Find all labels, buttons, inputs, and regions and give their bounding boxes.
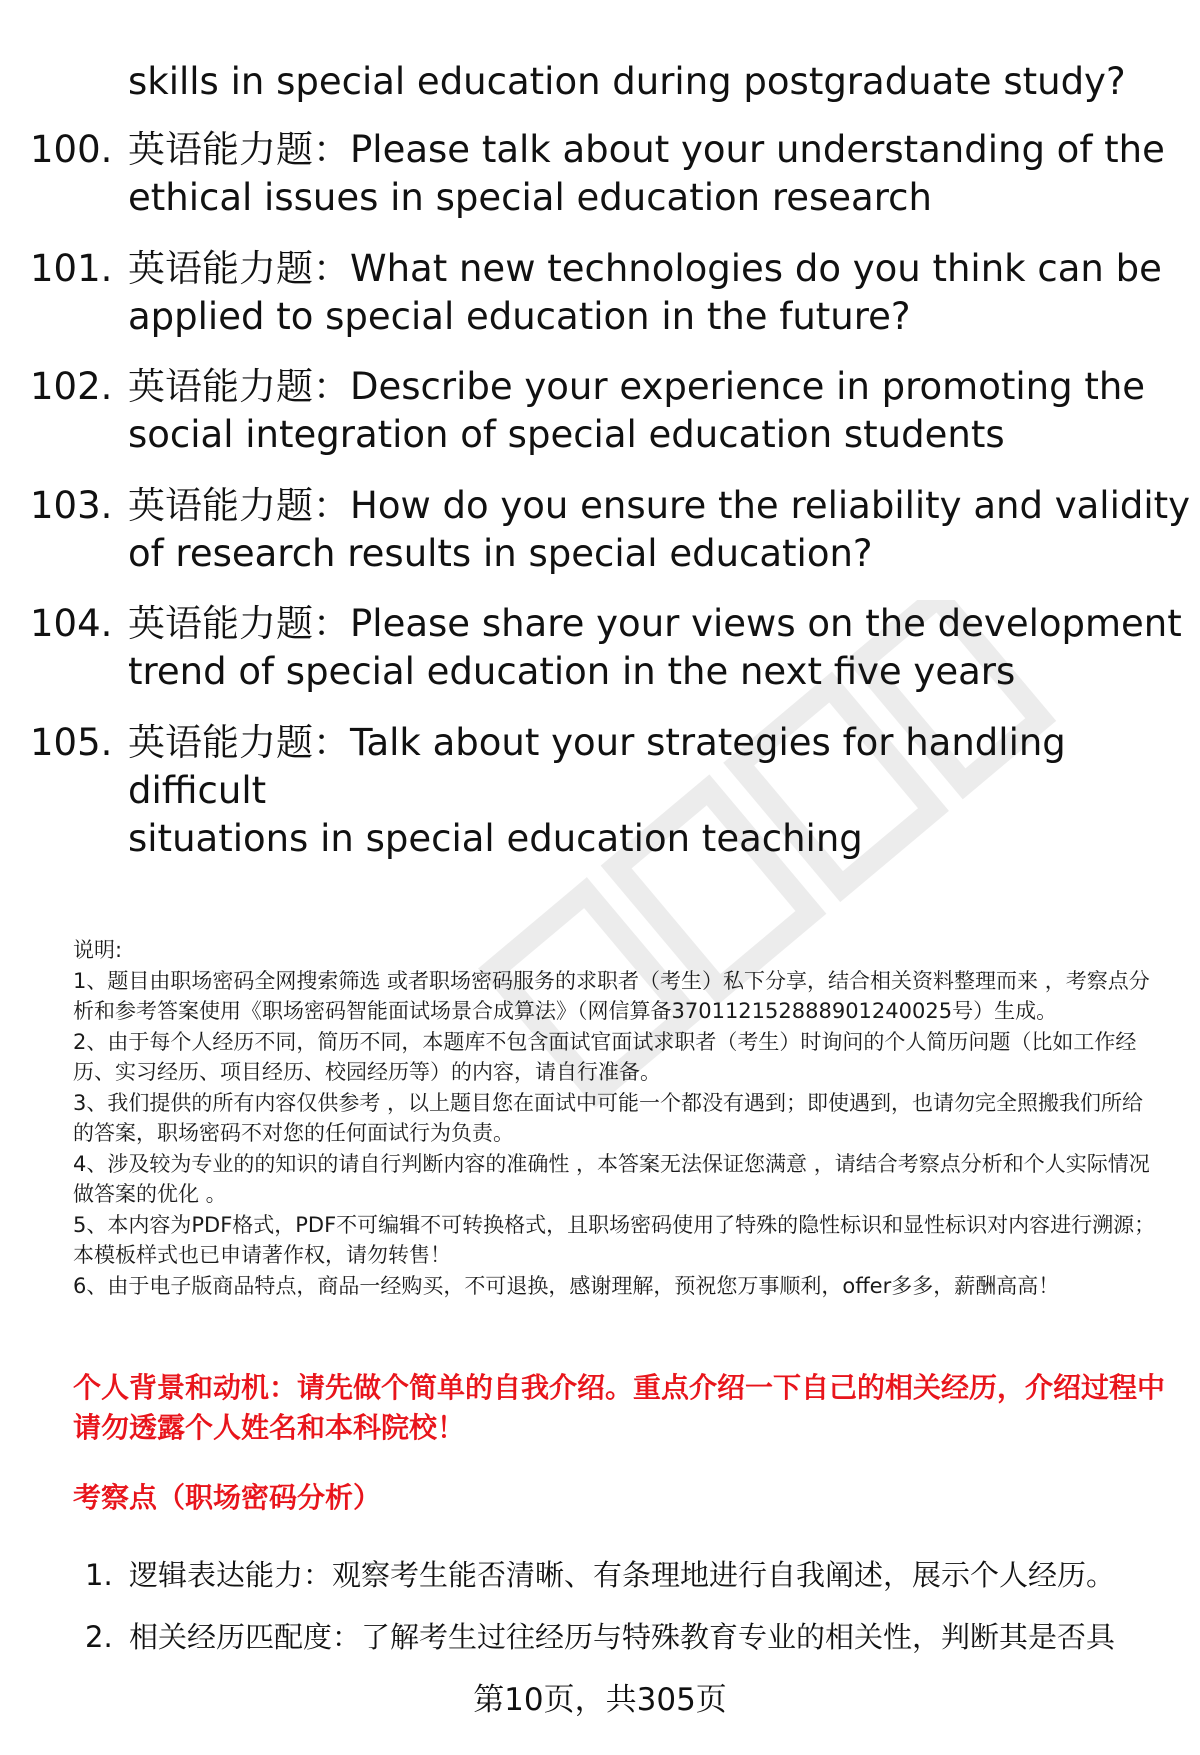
analysis-heading: 考察点（职场密码分析） — [73, 1481, 382, 1514]
question-number: 105. — [30, 721, 113, 764]
question-number: 102. — [30, 365, 113, 408]
note-item: 5、本内容为PDF格式，PDF不可编辑不可转换格式，且职场密码使用了特殊的隐性标识和显性标识对内容进行溯源；本模板样式也已申请著作权，请勿转售！ — [73, 1212, 1156, 1267]
notes-section — [73, 935, 1163, 1301]
background-question: 个人背景和动机：请先做个简单的自我介绍。重点介绍一下自己的相关经历，介绍过程中请勿透露个人姓名和本科院校！ — [73, 1371, 1166, 1444]
question-item — [30, 363, 1190, 459]
question-item — [30, 719, 1190, 863]
question-number: 103. — [30, 484, 113, 527]
note-item: 3、我们提供的所有内容仅供参考 ，以上题目您在面试中可能一个都没有遇到；即使遇到，也请勿完全照搬我们所给的答案，职场密码不对您的任何面试行为负责。 — [73, 1090, 1144, 1145]
question-text: 英语能力题：How do you ensure the reliability and validity of research results in special education? — [128, 484, 1191, 575]
question-number: 101. — [30, 247, 113, 290]
question-item — [30, 245, 1190, 341]
question-continuation: skills in special education during postgraduate study? — [128, 60, 1126, 103]
point-number: 1. — [85, 1558, 113, 1592]
note-item: 2、由于每个人经历不同，简历不同，本题库不包含面试官面试求职者（考生）时询问的个人简历问题（比如工作经历、实习经历、项目经历、校园经历等）的内容，请自行准备。 — [73, 1029, 1137, 1084]
question-text: 英语能力题：Talk about your strategies for handling difficult situations in special education teaching — [128, 721, 1066, 860]
point-text: 相关经历匹配度：了解考生过往经历与特殊教育专业的相关性，判断其是否具 — [129, 1620, 1116, 1654]
question-item — [30, 126, 1190, 222]
notes-title: 说明: — [73, 938, 123, 962]
point-text: 逻辑表达能力：观察考生能否清晰、有条理地进行自我阐述，展示个人经历。 — [129, 1558, 1116, 1592]
page-number: 第10页，共305页 — [473, 1682, 727, 1718]
question-item — [30, 600, 1190, 696]
question-text: 英语能力题：Please talk about your understanding of the ethical issues in special education research — [128, 128, 1165, 219]
analysis-point — [85, 1555, 1175, 1595]
question-text: 英语能力题：What new technologies do you think can be applied to special education in the future? — [128, 247, 1162, 338]
question-item — [30, 482, 1190, 578]
question-text: 英语能力题：Please share your views on the development trend of special education in the next five years — [128, 602, 1182, 693]
question-number: 104. — [30, 602, 113, 645]
note-item: 1、题目由职场密码全网搜索筛选 或者职场密码服务的求职者（考生）私下分享，结合相关资料整理而来 ，考察点分析和参考答案使用《职场密码智能面试场景合成算法》（网信算备370112152888901240025号）生成。 — [73, 968, 1150, 1023]
point-number: 2. — [85, 1620, 113, 1654]
note-item: 6、由于电子版商品特点，商品一经购买，不可退换，感谢理解，预祝您万事顺利，offer多多，薪酬高高！ — [73, 1273, 1060, 1298]
note-item: 4、涉及较为专业的的知识的请自行判断内容的准确性 ，本答案无法保证您满意 ，请结合考察点分析和个人实际情况做答案的优化 。 — [73, 1151, 1150, 1206]
question-text: 英语能力题：Describe your experience in promoting the social integration of special education students — [128, 365, 1146, 456]
analysis-point — [85, 1617, 1175, 1657]
question-number: 100. — [30, 128, 113, 171]
